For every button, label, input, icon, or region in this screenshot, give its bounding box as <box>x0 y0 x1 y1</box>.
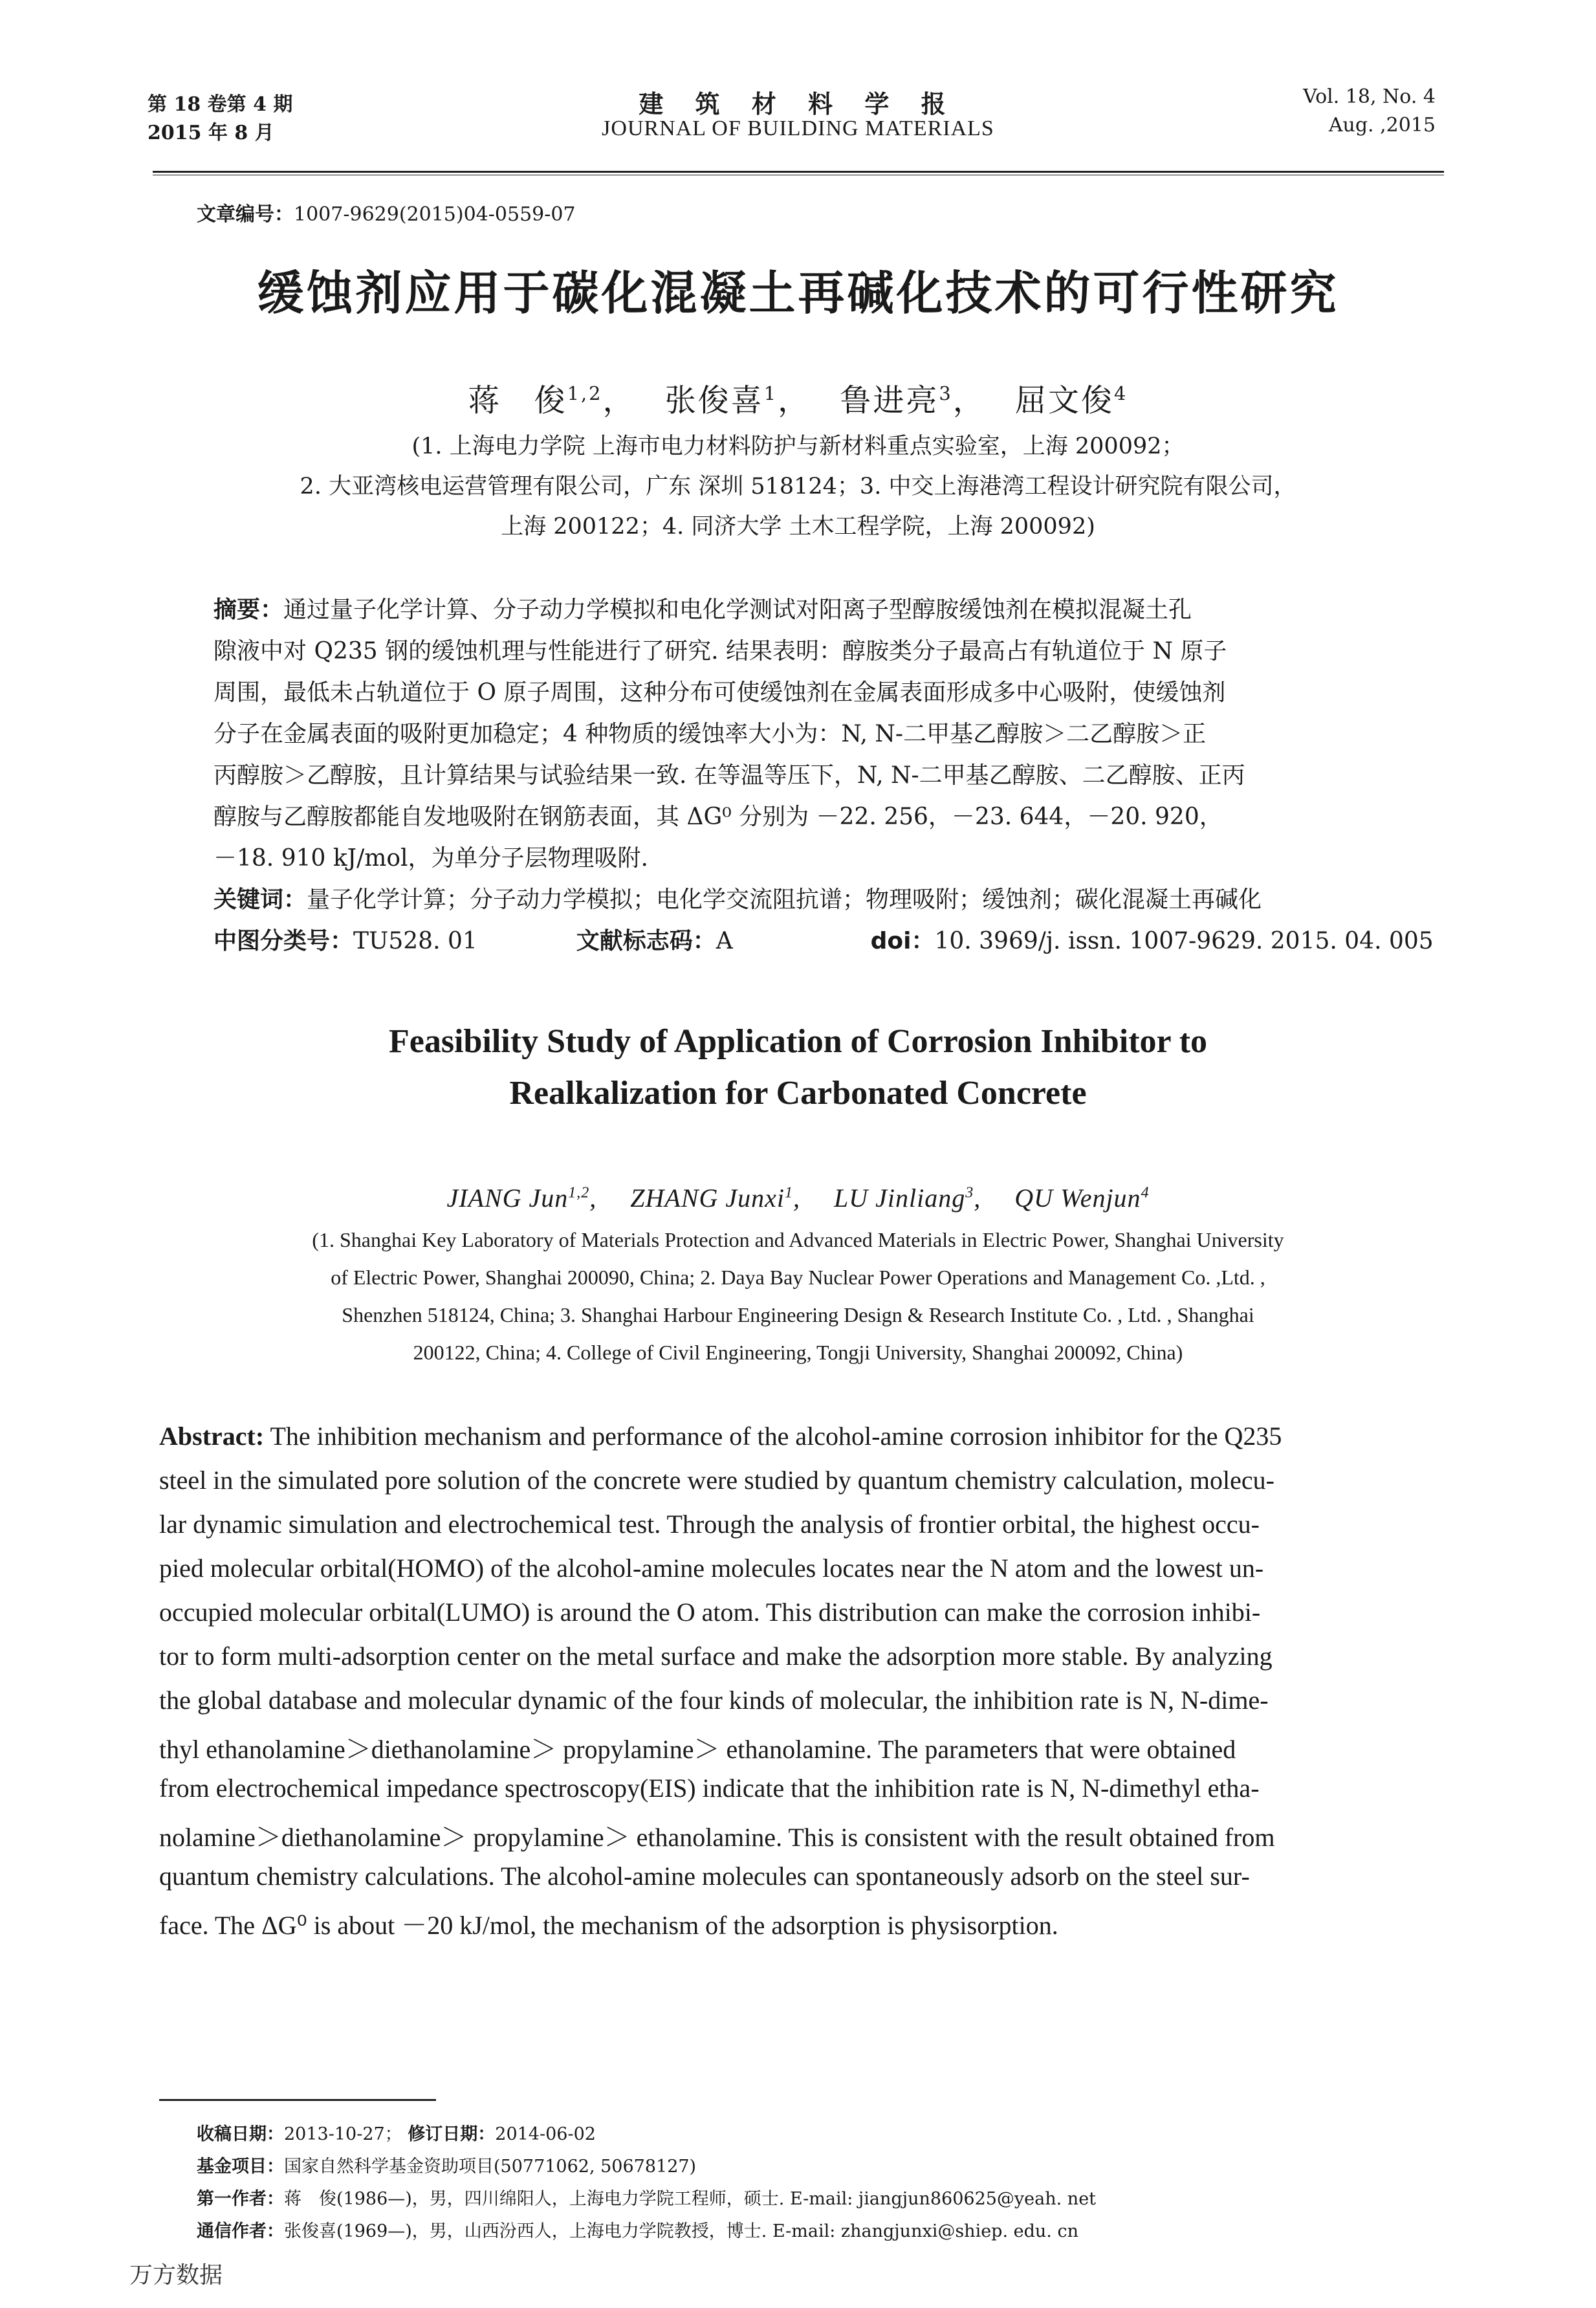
footnote-label: 基金项目： <box>197 2157 284 2177</box>
affiliation-en-line: Shenzhen 518124, China; 3. Shanghai Harbour Engineering Design & Research Institute Co. , Ltd. , Shanghai <box>342 1303 1254 1326</box>
abstract-en-line: the global database and molecular dynamic of the four kinds of molecular, the inhibition rate is N, N-dime- <box>159 1686 1269 1715</box>
footnote-received <box>197 2120 596 2145</box>
footnote-label: 通信作者： <box>197 2221 284 2241</box>
abstract-en-line: quantum chemistry calculations. The alcohol-amine molecules can spontaneously adsorb on the steel sur- <box>159 1862 1250 1891</box>
author-cn-sup: 4 <box>1113 382 1128 404</box>
abstract-cn-line: 分子在金属表面的吸附更加稳定；4 种物质的缓蚀率大小为：N, N-二甲基乙醇胺＞二乙醇胺＞正 <box>213 721 1207 747</box>
abstract-cn-line: 醇胺与乙醇胺都能自发地吸附在钢筋表面，其 ΔG⁰ 分别为 －22. 256，－23. 644，－20. 920， <box>213 804 1223 830</box>
author-cn: 张俊喜 <box>664 382 764 419</box>
authors-en: JIANG Jun$^{1,2}$, ZHANG Junxi$^1$, LU Jinliang$^3$, QU Wenjun$^4$ <box>446 1183 1150 1213</box>
footnote-value: 2014-06-02 <box>495 2124 596 2144</box>
affiliation-en-line: 200122, China; 4. College of Civil Engineering, Tongji University, Shanghai 200092, China) <box>413 1341 1183 1364</box>
article-number-value: 1007-9629(2015)04-0559-07 <box>294 203 576 226</box>
footnote-first-author <box>197 2184 1096 2210</box>
author-en: LU Jinliang <box>834 1183 966 1213</box>
affiliation-cn-line: 上海 200122；4. 同济大学 土木工程学院，上海 200092) <box>501 514 1095 540</box>
article-number <box>197 198 576 226</box>
doc-code-label: 文献标志码： <box>576 928 716 954</box>
abstract-en-line: thyl ethanolamine＞diethanolamine＞ propylamine＞ ethanolamine. The parameters that were obtained <box>159 1735 1236 1764</box>
abstract-cn-text: 通过量子化学计算、分子动力学模拟和电化学测试对阳离子型醇胺缓蚀剂在模拟混凝土孔 <box>283 597 1192 623</box>
affiliation-en-line: (1. Shanghai Key Laboratory of Materials Protection and Advanced Materials in Electric Power, Shanghai University <box>312 1228 1284 1251</box>
author-cn: 屈文俊 <box>1014 382 1114 419</box>
abstract-cn-line: 隙液中对 Q235 钢的缓蚀机理与性能进行了研究. 结果表明：醇胺类分子最高占有轨道位于 N 原子 <box>213 638 1227 665</box>
affiliation-cn-line: 2. 大亚湾核电运营管理有限公司，广东 深圳 518124；3. 中交上海港湾工程设计研究院有限公司， <box>300 474 1296 500</box>
abstract-en-line: occupied molecular orbital(LUMO) is around the O atom. This distribution can make the corrosion inhibi- <box>159 1598 1261 1627</box>
footnote-corresponding-author <box>197 2217 1078 2242</box>
clc-label: 中图分类号： <box>213 928 354 954</box>
footnote-value: 国家自然科学基金资助项目(50771062, 50678127) <box>284 2157 697 2177</box>
abstract-cn-line: 周围，最低未占轨道位于 O 原子周围，这种分布可使缓蚀剂在金属表面形成多中心吸附，使缓蚀剂 <box>213 679 1226 706</box>
affiliation-en-line: of Electric Power, Shanghai 200090, China; 2. Daya Bay Nuclear Power Operations and Management Co. ,Ltd. , <box>331 1266 1265 1289</box>
affiliation-cn-line: (1. 上海电力学院 上海市电力材料防护与新材料重点实验室，上海 200092； <box>411 434 1185 459</box>
title-cn: 缓蚀剂应用于碳化混凝土再碱化技术的可行性研究 <box>257 266 1339 320</box>
keywords-label: 关键词： <box>213 886 307 913</box>
journal-name-cn: 建 筑 材 料 学 报 <box>639 90 957 118</box>
keywords-value: 量子化学计算；分子动力学模拟；电化学交流阻抗谱；物理吸附；缓蚀剂；碳化混凝土再碱化 <box>307 886 1262 913</box>
title-en-line: Realkalization for Carbonated Concrete <box>509 1075 1087 1112</box>
abstract-en-line: lar dynamic simulation and electrochemical test. Through the analysis of frontier orbital, the highest occu- <box>159 1510 1260 1539</box>
clc-value: TU528. 01 <box>353 928 477 954</box>
abstract-en-line: pied molecular orbital(HOMO) of the alcohol-amine molecules locates near the N atom and the lowest un- <box>159 1554 1264 1583</box>
classification-row <box>213 923 1434 956</box>
author-cn: 鲁进亮 <box>840 382 939 419</box>
abstract-en-line: from electrochemical impedance spectroscopy(EIS) indicate that the inhibition rate is N, N-dimethyl etha- <box>159 1774 1260 1803</box>
header-rule <box>153 171 1444 175</box>
author-en: ZHANG Junxi <box>630 1183 785 1213</box>
doi-value: 10. 3969/j. issn. 1007-9629. 2015. 04. 005 <box>934 928 1434 954</box>
abstract-cn-label: 摘要： <box>213 597 284 623</box>
footnote-fund <box>197 2152 696 2177</box>
doc-code-value: A <box>716 928 733 954</box>
footnote-value: 2013-10-27； <box>284 2124 402 2144</box>
footnote-value: 蒋 俊(1986—)，男，四川绵阳人，上海电力学院工程师，硕士. E-mail: jiangjun860625@yeah. net <box>284 2189 1097 2209</box>
author-cn: 蒋 俊 <box>468 382 567 419</box>
author-cn-sup: 1,2 <box>567 382 603 404</box>
footnote-label: 第一作者： <box>197 2189 284 2209</box>
abstract-en-line: tor to form multi-adsorption center on the metal surface and make the adsorption more stable. By analyzing <box>159 1642 1273 1671</box>
abstract-cn-line <box>213 591 1384 624</box>
volume-number: Vol. 18, No. 4 <box>1303 85 1436 108</box>
author-en-sup: 3 <box>965 1184 974 1202</box>
footnote-label: 修订日期： <box>408 2124 496 2144</box>
abstract-en-line <box>159 1421 1439 1451</box>
issue-date: 2015 年 8 月 <box>148 122 274 144</box>
author-cn-sup: 1 <box>763 382 778 404</box>
footnote-rule <box>159 2099 436 2101</box>
abstract-cn-line: －18. 910 kJ/mol，为单分子层物理吸附. <box>213 845 648 872</box>
issue-info-en <box>1303 83 1436 140</box>
author-en-sup: 1,2 <box>568 1184 590 1202</box>
abstract-cn-line: 丙醇胺＞乙醇胺，且计算结果与试验结果一致. 在等温等压下，N, N-二甲基乙醇胺、二乙醇胺、正丙 <box>213 762 1245 789</box>
watermark: 万方数据 <box>129 2262 223 2289</box>
article-number-label: 文章编号： <box>197 203 294 226</box>
author-en-sup: 1 <box>785 1184 794 1202</box>
doi-label: doi： <box>870 928 935 954</box>
journal-name-en: JOURNAL OF BUILDING MATERIALS <box>602 116 994 140</box>
abstract-en-line: face. The ΔG⁰ is about －20 kJ/mol, the mechanism of the adsorption is physisorption. <box>159 1911 1058 1940</box>
author-en-sup: 4 <box>1141 1184 1150 1202</box>
author-en: QU Wenjun <box>1014 1183 1141 1213</box>
title-en-line: Feasibility Study of Application of Corrosion Inhibitor to <box>388 1023 1208 1060</box>
author-cn-sup: 3 <box>939 382 953 404</box>
abstract-en-line: steel in the simulated pore solution of the concrete were studied by quantum chemistry calculation, molecu- <box>159 1466 1274 1495</box>
footnote-value: 张俊喜(1969—)，男，山西汾西人，上海电力学院教授，博士. E-mail: zhangjunxi@shiep. edu. cn <box>284 2221 1078 2241</box>
author-en: JIANG Jun <box>446 1183 569 1213</box>
abstract-en-line: nolamine＞diethanolamine＞ propylamine＞ ethanolamine. This is consistent with the result obtained from <box>159 1823 1275 1852</box>
abstract-en-label: Abstract: <box>159 1422 265 1451</box>
footnote-label: 收稿日期： <box>197 2124 284 2144</box>
issue-volume: 第 18 卷第 4 期 <box>148 93 293 116</box>
abstract-en-text: The inhibition mechanism and performance of the alcohol-amine corrosion inhibitor for the Q235 <box>264 1422 1282 1451</box>
authors-cn: 蒋 俊$^{1,2}$， 张俊喜$^1$， 鲁进亮$^3$， 屈文俊$^4$ <box>468 382 1128 419</box>
issue-month: Aug. ,2015 <box>1328 114 1436 137</box>
keywords-cn <box>213 881 1384 914</box>
